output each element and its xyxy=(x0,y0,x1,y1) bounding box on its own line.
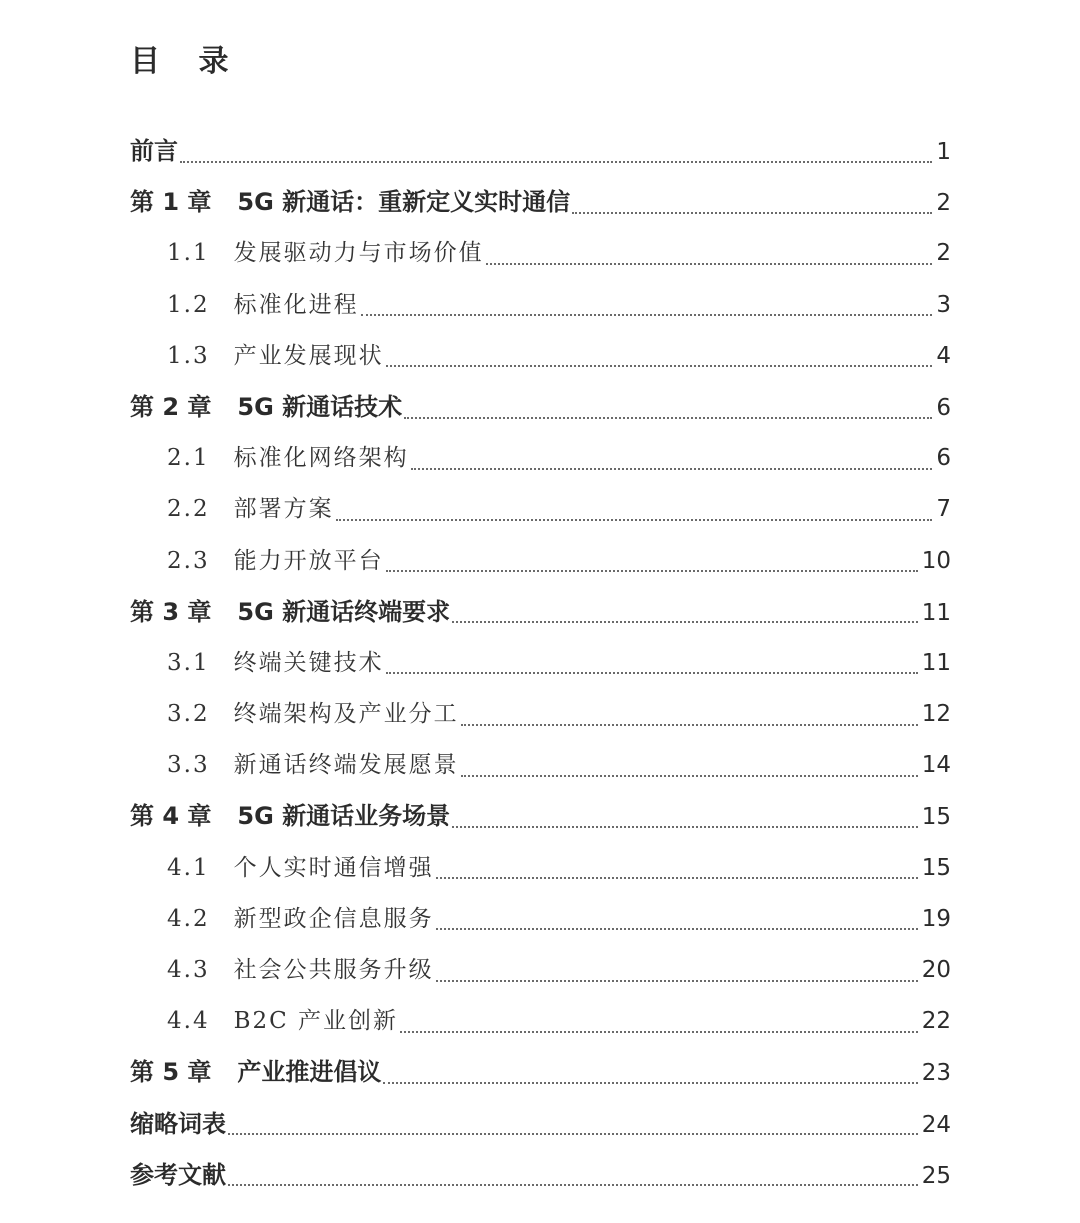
dot-leader xyxy=(436,978,918,982)
toc-entry-label: 5G 新通话终端要求 xyxy=(237,597,451,626)
dot-leader xyxy=(228,1131,918,1135)
toc-page-number: 15 xyxy=(921,854,951,881)
dot-leader xyxy=(461,722,918,726)
toc-title: 目 录 xyxy=(130,44,243,79)
toc-entry-number: 4.1 xyxy=(167,854,210,881)
toc-section-entry[interactable] xyxy=(130,689,951,740)
toc-chapter-entry[interactable] xyxy=(130,1099,951,1150)
toc-entry-label: 标准化网络架构 xyxy=(233,445,409,472)
toc-entry-label: 5G 新通话：重新定义实时通信 xyxy=(237,188,571,217)
toc-page-number: 6 xyxy=(936,445,951,472)
toc-entry-heading xyxy=(130,382,402,433)
toc-entry-heading xyxy=(130,587,450,638)
dot-leader xyxy=(436,926,918,930)
toc-entry-label: 5G 新通话技术 xyxy=(237,392,403,421)
toc-page-number: 24 xyxy=(921,1111,951,1138)
toc-entry-label: 缩略词表 xyxy=(130,1109,226,1138)
toc-entry-number: 第 5 章 xyxy=(130,1058,212,1087)
dot-leader xyxy=(436,875,918,879)
toc-entry-label: B2C 产业创新 xyxy=(233,1008,399,1035)
toc-entry-label: 产业发展现状 xyxy=(233,342,384,369)
toc-entry-heading xyxy=(167,331,384,382)
toc-entry-heading xyxy=(167,843,434,894)
toc-entry-label: 新型政企信息服务 xyxy=(233,905,434,932)
toc-section-entry[interactable] xyxy=(130,894,951,945)
toc-page-number: 14 xyxy=(921,752,951,779)
toc-entry-number: 3.3 xyxy=(167,752,210,779)
toc-page-number: 11 xyxy=(921,599,951,626)
toc-section-entry[interactable] xyxy=(130,331,951,382)
toc-entry-number: 第 2 章 xyxy=(130,392,212,421)
dot-leader xyxy=(452,619,918,623)
toc-page-number: 2 xyxy=(936,240,951,267)
toc-chapter-entry[interactable] xyxy=(130,1150,951,1201)
dot-leader xyxy=(180,159,932,163)
toc-page-number: 20 xyxy=(921,957,951,983)
toc-entry-number: 3.1 xyxy=(167,649,210,676)
toc-entry-number: 1.1 xyxy=(167,240,210,267)
toc-page-number: 19 xyxy=(921,905,951,932)
toc-section-entry[interactable] xyxy=(130,280,951,331)
toc-page-number: 12 xyxy=(921,701,951,728)
toc-page-number: 11 xyxy=(921,649,951,676)
toc-entry-heading xyxy=(167,996,398,1047)
toc-entry-label: 终端关键技术 xyxy=(233,649,384,676)
toc-page-number: 3 xyxy=(936,291,951,318)
toc-section-entry[interactable] xyxy=(130,740,951,791)
toc-entry-heading xyxy=(167,536,384,587)
dot-leader xyxy=(411,466,933,470)
toc-entry-heading xyxy=(130,126,178,177)
toc-chapter-entry[interactable] xyxy=(130,382,951,433)
toc-section-entry[interactable] xyxy=(130,536,951,587)
toc-entry-heading xyxy=(167,689,459,740)
toc-entry-label: 参考文献 xyxy=(130,1160,226,1189)
toc-entry-label: 产业推进倡议 xyxy=(237,1058,382,1087)
toc-entry-label: 能力开放平台 xyxy=(233,547,384,574)
toc-section-entry[interactable] xyxy=(130,484,951,535)
toc-entry-heading xyxy=(130,1150,226,1201)
toc-page-number: 6 xyxy=(936,394,951,421)
toc-chapter-entry[interactable] xyxy=(130,587,951,638)
toc-section-entry[interactable] xyxy=(130,433,951,484)
toc-entry-heading xyxy=(130,791,450,842)
toc-page-number: 22 xyxy=(921,1008,951,1035)
toc-entry-label: 新通话终端发展愿景 xyxy=(233,752,459,779)
toc-entry-label: 前言 xyxy=(130,137,178,165)
toc-section-entry[interactable] xyxy=(130,638,951,689)
toc-list xyxy=(130,126,951,1201)
toc-section-entry[interactable] xyxy=(130,843,951,894)
toc-entry-number: 1.2 xyxy=(167,291,210,318)
toc-entry-heading xyxy=(167,484,334,535)
toc-entry-label: 个人实时通信增强 xyxy=(233,854,434,881)
dot-leader xyxy=(386,568,918,572)
toc-entry-label: 5G 新通话业务场景 xyxy=(237,802,451,831)
dot-leader xyxy=(228,1182,918,1186)
toc-entry-number: 4.3 xyxy=(167,957,210,983)
dot-leader xyxy=(452,824,918,828)
toc-page-number: 7 xyxy=(936,496,951,523)
toc-entry-number: 2.1 xyxy=(167,445,210,472)
toc-entry-number: 4.2 xyxy=(167,905,210,932)
toc-entry-number: 4.4 xyxy=(167,1008,210,1035)
toc-page-number: 15 xyxy=(921,804,951,831)
dot-leader xyxy=(572,210,932,214)
toc-entry-label: 部署方案 xyxy=(233,496,334,523)
toc-entry-number: 第 4 章 xyxy=(130,802,212,831)
toc-chapter-entry[interactable] xyxy=(130,1047,951,1098)
toc-entry-label: 终端架构及产业分工 xyxy=(233,701,459,728)
toc-page-number: 1 xyxy=(936,139,951,165)
toc-entry-label: 发展驱动力与市场价值 xyxy=(233,240,484,267)
toc-entry-heading xyxy=(167,228,484,279)
dot-leader xyxy=(336,517,933,521)
toc-entry-label: 标准化进程 xyxy=(233,291,359,318)
toc-section-entry[interactable] xyxy=(130,945,951,996)
dot-leader xyxy=(404,415,932,419)
dot-leader xyxy=(461,773,918,777)
dot-leader xyxy=(400,1029,918,1033)
toc-page-number: 25 xyxy=(921,1162,951,1189)
dot-leader xyxy=(383,1080,917,1084)
toc-entry-heading xyxy=(167,280,359,331)
toc-entry-number: 第 1 章 xyxy=(130,188,212,217)
toc-page-number: 2 xyxy=(936,190,951,217)
toc-entry-heading xyxy=(167,638,384,689)
dot-leader xyxy=(386,363,933,367)
toc-entry-number: 2.2 xyxy=(167,496,210,523)
toc-section-entry[interactable] xyxy=(130,228,951,279)
toc-chapter-entry[interactable] xyxy=(130,126,951,177)
toc-chapter-entry[interactable] xyxy=(130,791,951,842)
toc-section-entry[interactable] xyxy=(130,996,951,1047)
toc-entry-number: 3.2 xyxy=(167,701,210,728)
dot-leader xyxy=(361,312,933,316)
toc-page-number: 4 xyxy=(936,342,951,369)
dot-leader xyxy=(386,670,918,674)
toc-entry-label: 社会公共服务升级 xyxy=(233,957,434,983)
toc-entry-heading xyxy=(167,945,434,996)
toc-page-number: 10 xyxy=(921,547,951,574)
toc-page-number: 23 xyxy=(921,1060,951,1087)
toc-entry-heading xyxy=(130,1099,226,1150)
toc-entry-heading xyxy=(167,433,409,484)
toc-entry-number: 2.3 xyxy=(167,547,210,574)
toc-entry-heading xyxy=(167,894,434,945)
toc-chapter-entry[interactable] xyxy=(130,177,951,228)
dot-leader xyxy=(486,261,933,265)
toc-entry-heading xyxy=(130,1047,381,1098)
toc-entry-heading xyxy=(130,177,570,228)
toc-entry-number: 1.3 xyxy=(167,342,210,369)
toc-entry-number: 第 3 章 xyxy=(130,597,212,626)
toc-entry-heading xyxy=(167,740,459,791)
